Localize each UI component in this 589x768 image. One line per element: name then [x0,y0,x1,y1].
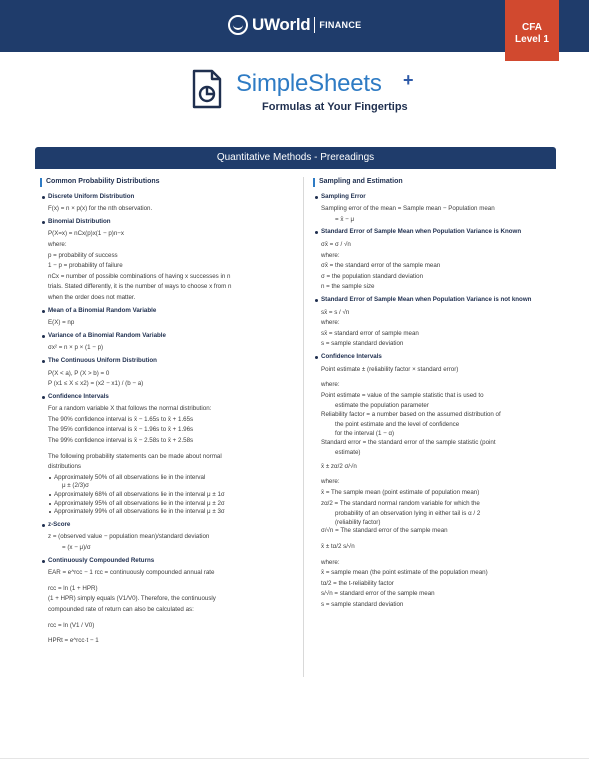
text-line: estimate the population parameter [335,402,429,410]
text-line: sx̄ = standard error of sample mean [321,329,419,337]
text-line: P(X=x) = nCx(p)x(1 − p)n−x [48,230,124,238]
text-line: Reliability factor = a number based on the assumed distribution of [321,410,501,418]
document-chart-icon [190,69,224,109]
text-line: distributions [48,463,82,471]
text-line: compounded rate of return can also be calculated as: [48,605,194,613]
text-line: where: [48,240,67,248]
text-line: σ = the population standard deviation [321,272,424,280]
text-line: sx̄ = s / √n [321,308,350,316]
subheading: Discrete Uniform Distribution [40,193,296,202]
text-line: s = sample standard deviation [321,600,404,608]
text-line: σx² = n × p × (1 − p) [48,344,104,352]
text-line: = x̄ − μ [335,215,355,223]
brand-divider [314,17,315,33]
text-line: = (x − μ)/σ [62,544,91,551]
text-line: rcc = ln (V1 / V0) [48,621,95,629]
section-title: Quantitative Methods - Prereadings [35,147,556,169]
text-line: F(x) = n × p(x) for the nth observation. [48,205,153,213]
subheading: z-Score [40,521,296,530]
text-line: estimate) [335,449,361,457]
text-line: Point estimate ± (reliability factor × standard error) [321,365,459,373]
text-line: HPRt = e^rcc·t − 1 [48,637,99,645]
right-column-content [313,193,553,610]
text-line: nCx = number of possible combinations of having x successes in n [48,272,231,280]
text-line: For a random variable X that follows the normal distribution: [48,405,212,413]
text-line: P (x1 ≤ X ≤ x2) = (x2 − x1) / (b − a) [48,380,144,388]
text-line: where: [321,251,340,259]
right-column [313,178,553,612]
left-column-heading: Common Probability Distributions [40,178,296,187]
subheading: Mean of a Binomial Random Variable [40,307,296,316]
right-column-heading: Sampling and Estimation [313,178,553,187]
text-line: the point estimate and the level of confidence [335,421,460,429]
text-line: where: [321,381,340,389]
text-line: Standard error = the standard error of the sample statistic (point [321,438,496,446]
top-banner [0,0,589,52]
text-line: The 95% confidence interval is x̄ − 1.96s to x̄ + 1.96s [48,426,194,434]
list-item: Approximately 99% of all observations lie in the interval μ ± 3σ [40,508,296,517]
text-line: Point estimate = value of the sample statistic that is used to [321,391,484,399]
product-subtitle: Formulas at Your Fingertips [262,101,408,113]
text-line: when the order does not matter. [48,293,136,301]
text-line: rcc = ln (1 + HPR) [48,584,98,592]
text-line: s/√n = standard error of the sample mean [321,590,435,598]
list-item: Approximately 95% of all observations lie in the interval μ ± 2σ [40,500,296,509]
text-line: n = the sample size [321,283,375,291]
product-title: SimpleSheets [236,70,382,97]
subheading: Standard Error of Sample Mean when Population Variance is not known [313,296,553,305]
text-line: EAR = e^rcc − 1 rcc = continuously compounded annual rate [48,569,215,577]
text-line: x̄ = The sample mean (point estimate of population mean) [321,489,480,497]
text-line: μ ± (2/3)σ [62,482,89,490]
text-line: σx̄ = the standard error of the sample mean [321,262,441,270]
text-line: where: [321,478,340,486]
text-line: σx̄ = σ / √n [321,240,351,248]
brand-subtitle: FINANCE [319,20,362,30]
text-line: z = (observed value − population mean)/standard deviation [48,533,210,541]
text-line: (1 + HPR) simply equals (V1/V0). Therefore, the continuously [48,595,216,603]
subheading: Continuously Compounded Returns [40,557,296,566]
subheading: Confidence Intervals [313,353,553,362]
text-line: x̄ ± tα/2 s/√n [321,543,355,550]
subheading: Confidence Intervals [40,393,296,402]
text-line: x̄ ± zα/2 σ/√n [321,462,357,470]
footer-divider [0,758,589,759]
text-line: σ/√n = The standard error of the sample mean [321,527,448,535]
list-item: Approximately 50% of all observations lie in the interval [40,474,296,483]
uworld-logo-icon [228,15,248,35]
column-divider [303,177,304,677]
subheading: The Continuous Uniform Distribution [40,357,296,366]
text-line: tα/2 = the t-reliability factor [321,579,394,587]
text-line: E(X) = np [48,319,75,327]
subheading: Sampling Error [313,193,553,202]
text-line: s = sample standard deviation [321,340,404,348]
text-line: P(X < a), P (X > b) = 0 [48,369,110,377]
text-line: p = probability of success [48,251,118,259]
left-column [40,178,296,648]
uworld-logo [228,15,361,35]
subheading: Binomial Distribution [40,218,296,227]
text-line: probability of an observation lying in either tail is α / 2 [335,510,481,518]
text-line: where: [321,319,340,327]
text-line: x̄ = sample mean (the point estimate of the population mean) [321,569,488,577]
text-line: for the interval (1 − α) [335,430,395,438]
subheading: Variance of a Binomial Random Variable [40,332,296,341]
text-line: Sampling error of the mean = Sample mean − Population mean [321,205,495,213]
list-item: Approximately 68% of all observations lie in the interval μ ± 1σ [40,491,296,500]
text-line: The following probability statements can be made about normal [48,452,222,460]
level-tag [505,0,559,61]
subheading: Standard Error of Sample Mean when Population Variance is Known [313,228,553,237]
text-line: The 99% confidence interval is x̄ − 2.58s to x̄ + 2.58s [48,437,194,445]
text-line: trials. Stated differently, it is the number of ways to choose x from n [48,283,232,291]
text-line: 1 − p = probability of failure [48,262,123,270]
left-column-content [40,193,296,646]
text-line: (reliability factor) [335,518,381,526]
product-plus: + [403,70,414,90]
text-line: where: [321,558,340,566]
brand-name: UWorld [252,15,311,34]
text-line: zα/2 = The standard normal random variable for which the [321,499,480,507]
level-tag-line2: Level 1 [515,34,549,45]
level-tag-line1: CFA [522,22,542,33]
text-line: The 90% confidence interval is x̄ − 1.65s to x̄ + 1.65s [48,415,194,423]
